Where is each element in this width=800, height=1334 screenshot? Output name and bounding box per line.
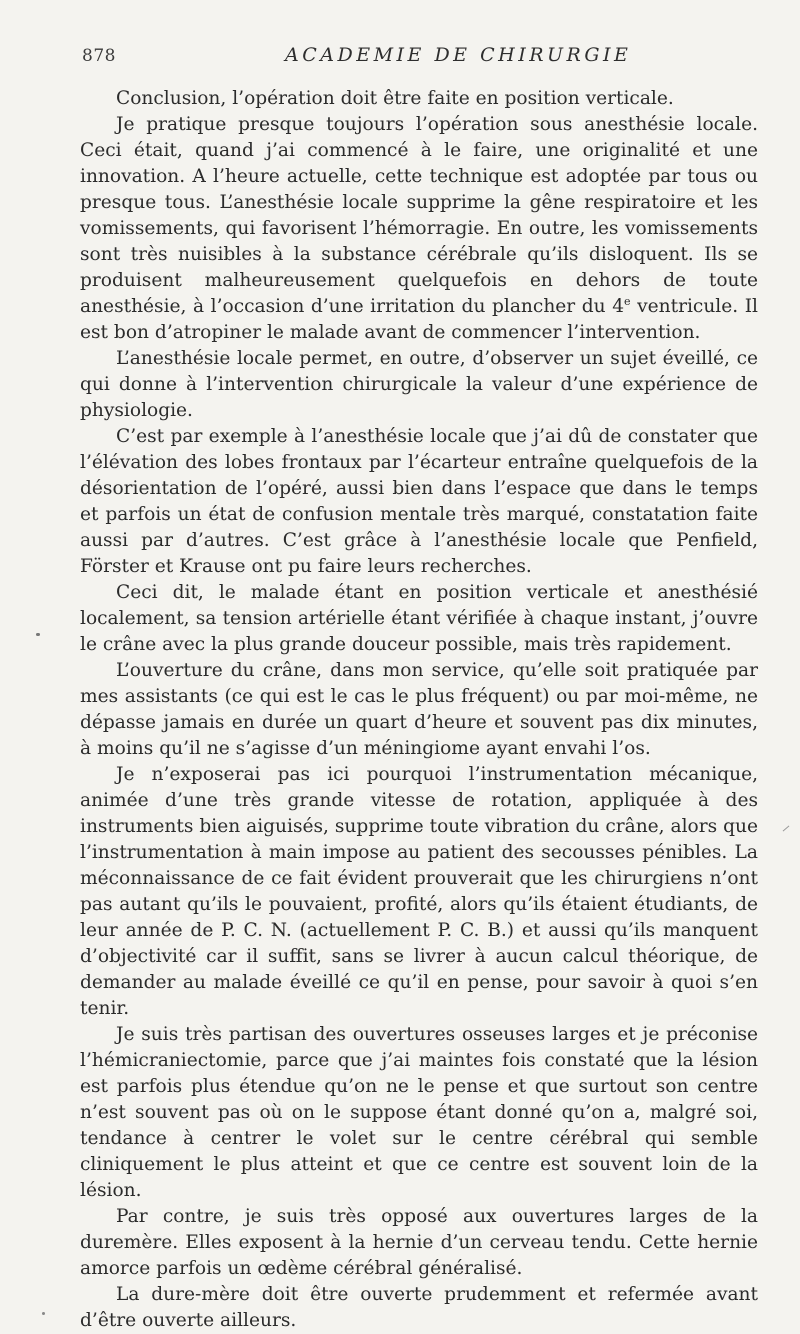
- margin-speck: [783, 826, 790, 832]
- body-text: [80, 86, 758, 1334]
- paragraph: Je suis très partisan des ouvertures osseuses larges et je préconise l’hémicraniectomie, parce que j’ai maintes fois constaté que la lésion est parfois plus étendue qu’on ne le pense et que surtout son centre n’est souvent pas où on le suppose étant donné qu’on a, malgré soi, tendance à centrer le volet sur le centre cérébral qui semble cliniquement le plus atteint et que ce centre est souvent loin de la lésion.: [80, 1024, 758, 1201]
- paragraph: L’anesthésie locale permet, en outre, d’observer un sujet éveillé, ce qui donne à l’intervention chirurgicale la valeur d’une expérience de physiologie.: [80, 348, 758, 421]
- margin-speck: [36, 633, 40, 636]
- page-number: 878: [82, 46, 116, 66]
- page-header: [80, 44, 760, 72]
- paragraph: Par contre, je suis très opposé aux ouvertures larges de la duremère. Elles exposent à la hernie d’un cerveau tendu. Cette hernie amorce parfois un œdème cérébral généralisé.: [80, 1206, 758, 1279]
- paragraph: C’est par exemple à l’anesthésie locale que j’ai dû de constater que l’élévation des lobes frontaux par l’écarteur entraîne quelquefois de la désorientation de l’opéré, aussi bien dans l’espace que dans le temps et parfois un état de confusion mentale très marqué, constatation faite aussi par d’autres. C’est grâce à l’anesthésie locale que Penfield, Förster et Krause ont pu faire leurs recherches.: [80, 426, 758, 577]
- paragraph: Conclusion, l’opération doit être faite en position verticale.: [116, 88, 674, 109]
- running-head: ACADEMIE DE CHIRURGIE: [285, 44, 632, 66]
- paragraph: Je n’exposerai pas ici pourquoi l’instrumentation mécanique, animée d’une très grande vitesse de rotation, appliquée à des instruments bien aiguisés, supprime toute vibration du crâne, alors que l’instrumentation à main impose au patient des secousses pénibles. La méconnaissance de ce fait évident prouverait que les chirurgiens n’ont pas autant qu’ils le pouvaient, profité, alors qu’ils étaient étudiants, de leur année de P. C. N. (actuellement P. C. B.) et aussi qu’ils manquent d’objectivité car il suffit, sans se livrer à aucun calcul théorique, de demander au malade éveillé ce qu’il en pense, pour savoir à quoi s’en tenir.: [80, 764, 758, 1019]
- paragraph: L’ouverture du crâne, dans mon service, qu’elle soit pratiquée par mes assistants (ce qui est le cas le plus fréquent) ou par moi-même, ne dépasse jamais en durée un quart d’heure et souvent pas dix minutes, à moins qu’il ne s’agisse d’un méningiome ayant envahi l’os.: [80, 660, 758, 759]
- margin-speck: [42, 1312, 45, 1315]
- paragraph: Je pratique presque toujours l’opération sous anesthésie locale. Ceci était, quand j’ai commencé à le faire, une originalité et une innovation. A l’heure actuelle, cette technique est adoptée par tous ou presque tous. L’anesthésie locale supprime la gêne respiratoire et les vomissements, qui favorisent l’hémorragie. En outre, les vomissements sont très nuisibles à la substance cérébrale qu’ils disloquent. Ils se produisent malheureusement quelquefois en dehors de toute anesthésie, à l’occasion d’une irritation du plancher du 4e ventricule. Il est bon d’atropiner le malade avant de commencer l’intervention.: [80, 114, 759, 343]
- paragraph: La dure-mère doit être ouverte prudemment et refermée avant d’être ouverte ailleurs.: [80, 1284, 758, 1331]
- paragraph: Ceci dit, le malade étant en position verticale et anesthésié localement, sa tension artérielle étant vérifiée à chaque instant, j’ouvre le crâne avec la plus grande douceur possible, mais très rapidement.: [80, 582, 758, 655]
